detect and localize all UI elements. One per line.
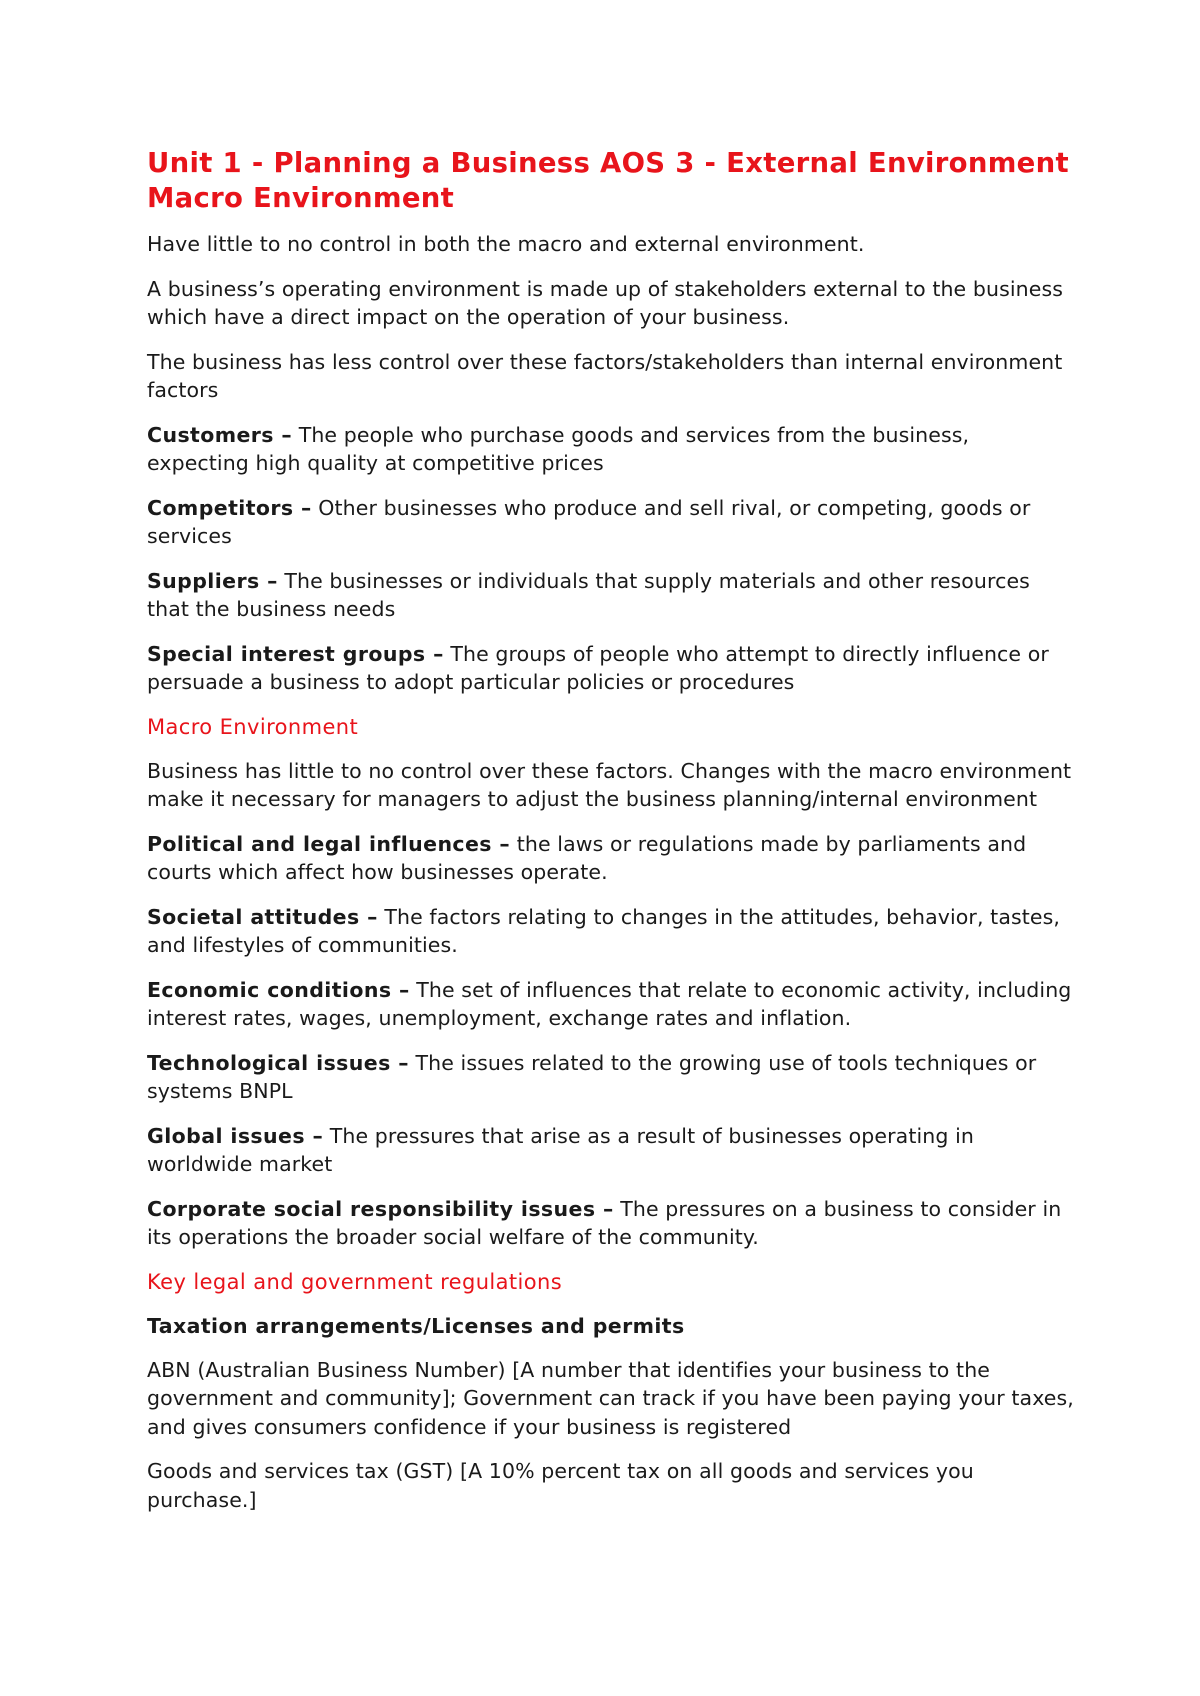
definition-csr-issues	[147, 1195, 1077, 1252]
definition-technological-issues	[147, 1049, 1077, 1106]
term-label: Political and legal influences –	[147, 831, 511, 856]
macro-environment-heading: Macro Environment	[147, 714, 359, 739]
term-definition: The people who purchase goods and services from the business, expecting high quality at competitive prices	[147, 422, 970, 475]
term-definition: the laws or regulations made by parliaments and courts which affect how businesses operate.	[147, 831, 1027, 884]
legal-regulations-heading: Key legal and government regulations	[147, 1269, 563, 1294]
term-definition: The businesses or individuals that supply materials and other resources that the business needs	[147, 568, 1030, 621]
term-label: Customers –	[147, 422, 293, 447]
term-label: Corporate social responsibility issues –	[147, 1196, 614, 1221]
term-label: Special interest groups –	[147, 641, 444, 666]
gst-paragraph: Goods and services tax (GST) [A 10% percent tax on all goods and services you purchase.]	[147, 1459, 974, 1512]
intro-paragraph: The business has less control over these factors/stakeholders than internal environment factors	[147, 349, 1063, 402]
term-label: Competitors –	[147, 495, 312, 520]
document-page	[147, 146, 1077, 1530]
definition-suppliers	[147, 567, 1077, 624]
term-label: Suppliers –	[147, 568, 278, 593]
intro-paragraph: A business’s operating environment is made up of stakeholders external to the business which have a direct impact on the operation of your business.	[147, 276, 1064, 329]
definition-political-legal	[147, 830, 1077, 887]
abn-paragraph: ABN (Australian Business Number) [A number that identifies your business to the government and community]; Government can track if you have been paying your taxes, and gives consumers confidence if your business is registered	[147, 1357, 1074, 1439]
definition-competitors	[147, 494, 1077, 551]
term-definition: The pressures that arise as a result of businesses operating in worldwide market	[147, 1123, 974, 1176]
term-label: Societal attitudes –	[147, 904, 378, 929]
term-label: Technological issues –	[147, 1050, 409, 1075]
definition-customers	[147, 421, 1077, 478]
term-definition: The set of influences that relate to economic activity, including interest rates, wages, unemployment, exchange rates and inflation.	[147, 977, 1072, 1030]
term-definition: The groups of people who attempt to directly influence or persuade a business to adopt particular policies or procedures	[147, 641, 1049, 694]
term-definition: The factors relating to changes in the attitudes, behavior, tastes, and lifestyles of communities.	[147, 904, 1061, 957]
definition-global-issues	[147, 1122, 1077, 1179]
taxation-heading: Taxation arrangements/Licenses and permits	[147, 1313, 685, 1338]
definition-special-interest-groups	[147, 640, 1077, 697]
term-definition: Other businesses who produce and sell rival, or competing, goods or services	[147, 495, 1031, 548]
macro-intro-paragraph: Business has little to no control over these factors. Changes with the macro environment make it necessary for managers to adjust the business planning/internal environment	[147, 758, 1072, 811]
document-title: Unit 1 - Planning a Business AOS 3 - External Environment Macro Environment	[147, 147, 1069, 214]
term-label: Economic conditions –	[147, 977, 410, 1002]
intro-paragraph: Have little to no control in both the macro and external environment.	[147, 232, 865, 256]
definition-economic-conditions	[147, 976, 1077, 1033]
term-definition: The pressures on a business to consider in its operations the broader social welfare of the community.	[147, 1196, 1062, 1249]
term-definition: The issues related to the growing use of tools techniques or systems BNPL	[147, 1050, 1037, 1103]
definition-societal-attitudes	[147, 903, 1077, 960]
term-label: Global issues –	[147, 1123, 324, 1148]
